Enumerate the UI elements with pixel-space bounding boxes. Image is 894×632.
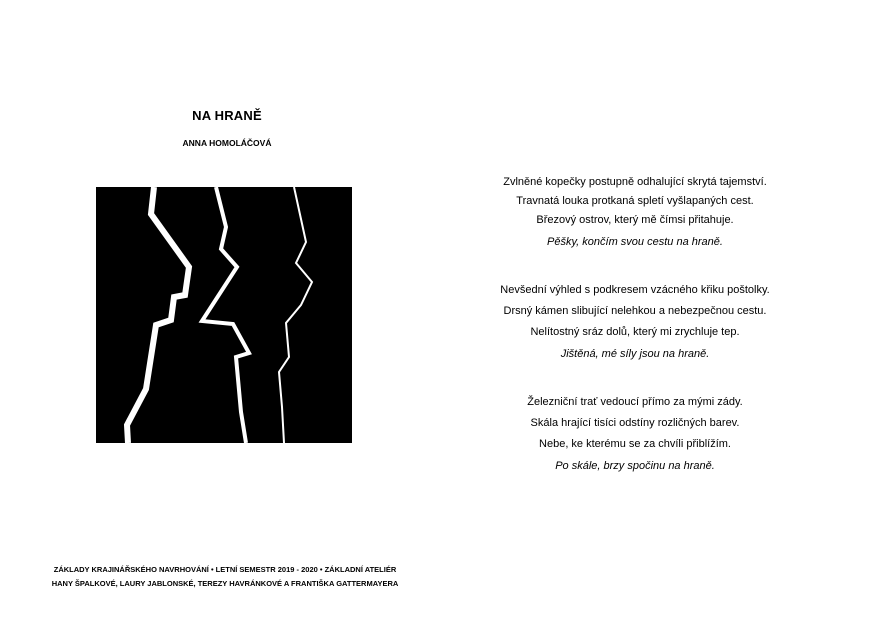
poem-line: Železniční trať vedoucí přímo za mými zády. <box>527 396 743 408</box>
poem-line: Skála hrající tisíci odstíny rozličných barev. <box>530 417 740 429</box>
poem-line: Zvlněné kopečky postupně odhalující skrytá tajemství. <box>503 176 767 188</box>
poem-line: Drsný kámen slibující nelehkou a nebezpečnou cestu. <box>503 305 767 317</box>
poem-refrain: Pěšky, končím svou cestu na hraně. <box>547 236 723 248</box>
footer <box>25 563 425 591</box>
footer-teachers-line: HANY ŠPALKOVÉ, LAURY JABLONSKÉ, TEREZY HAVRÁNKOVÉ A FRANTIŠKA GATTERMAYERA <box>51 579 399 588</box>
author-name: ANNA HOMOLÁČOVÁ <box>182 138 272 148</box>
document-title: NA HRANĚ <box>192 108 262 123</box>
poem-line: Nelítostný sráz dolů, který mi zrychluje tep. <box>530 326 740 338</box>
poem-stanza-1 <box>470 173 800 252</box>
poem-line: Travnatá louka protkaná spletí vyšlapaných cest. <box>516 195 754 207</box>
poem <box>470 173 800 505</box>
poem-line: Nebe, ke kterému se za chvíli přiblížím. <box>539 438 731 450</box>
poem-refrain: Jištěná, mé síly jsou na hraně. <box>560 348 710 360</box>
poem-line: Březový ostrov, který mě čímsi přitahuje. <box>536 214 734 226</box>
poem-line: Nevšední výhled s podkresem vzácného křiku poštolky. <box>500 284 770 296</box>
poem-refrain: Po skále, brzy spočinu na hraně. <box>555 460 715 472</box>
poem-stanza-3 <box>470 393 800 476</box>
footer-course-line: ZÁKLADY KRAJINÁŘSKÉHO NAVRHOVÁNÍ • LETNÍ SEMESTR 2019 - 2020 • ZÁKLADNÍ ATELIÉR <box>53 565 397 574</box>
poem-stanza-2 <box>470 281 800 364</box>
abstract-artwork <box>96 187 352 443</box>
